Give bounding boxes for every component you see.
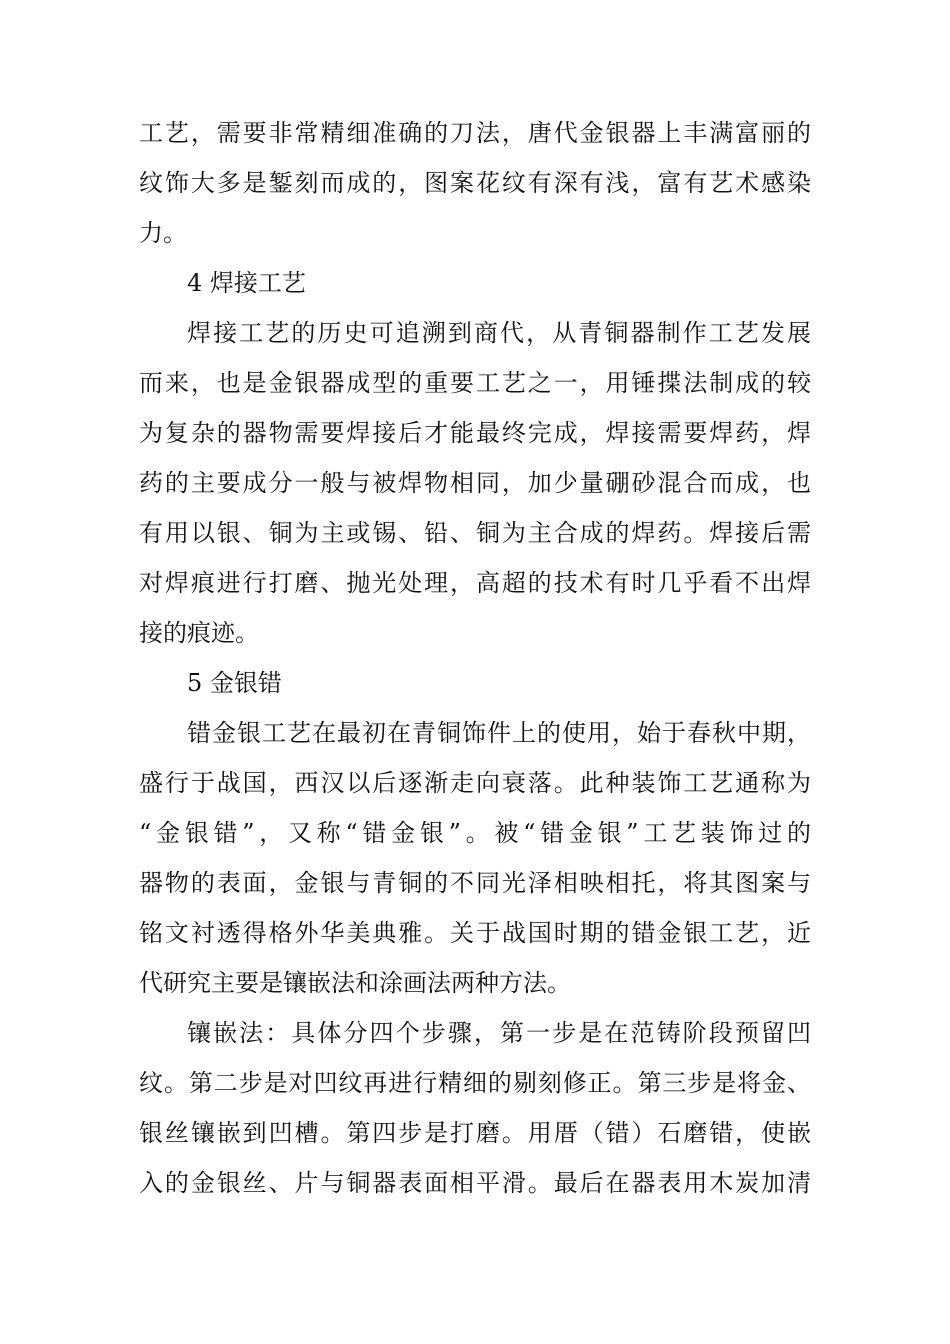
text-line: 4 焊接工艺 (187, 269, 306, 297)
text-line: 药的主要成分一般与被焊物相同，加少量硼砂混合而成，也 (139, 469, 811, 497)
text-line: 对焊痕进行打磨、抛光处理，高超的技术有时几乎看不出焊 (139, 569, 811, 597)
text-line: 入的金银丝、片与铜器表面相平滑。最后在器表用木炭加清 (139, 1169, 811, 1197)
text-line: “金银错”，又称“错金银”。被“错金银”工艺装饰过的 (139, 819, 811, 847)
text-line: 铭文衬透得格外华美典雅。关于战国时期的错金银工艺，近 (139, 919, 811, 947)
text-line: 力。 (139, 219, 187, 247)
text-line: 镶嵌法：具体分四个步骤，第一步是在范铸阶段预留凹 (187, 1019, 811, 1047)
text-line: 接的痕迹。 (139, 619, 259, 647)
text-line: 而来，也是金银器成型的重要工艺之一，用锤揲法制成的较 (139, 369, 811, 397)
text-line: 5 金银错 (187, 669, 282, 697)
text-line: 有用以银、铜为主或锡、铅、铜为主合成的焊药。焊接后需 (139, 519, 811, 547)
text-line: 焊接工艺的历史可追溯到商代，从青铜器制作工艺发展 (187, 319, 811, 347)
text-line: 纹。第二步是对凹纹再进行精细的剔刻修正。第三步是将金、 (139, 1069, 811, 1097)
text-line: 工艺，需要非常精细准确的刀法，唐代金银器上丰满富丽的 (139, 119, 811, 147)
text-line: 为复杂的器物需要焊接后才能最终完成，焊接需要焊药，焊 (139, 419, 811, 447)
document-body (139, 108, 811, 1208)
text-line: 纹饰大多是錾刻而成的，图案花纹有深有浅，富有艺术感染 (139, 169, 811, 197)
text-line: 错金银工艺在最初在青铜饰件上的使用，始于春秋中期， (187, 719, 811, 747)
text-line: 盛行于战国，西汉以后逐渐走向衰落。此种装饰工艺通称为 (139, 769, 811, 797)
text-line: 银丝镶嵌到凹槽。第四步是打磨。用厝（错）石磨错，使嵌 (139, 1119, 811, 1147)
text-line: 器物的表面，金银与青铜的不同光泽相映相托，将其图案与 (139, 869, 811, 897)
text-line: 代研究主要是镶嵌法和涂画法两种方法。 (139, 969, 571, 997)
